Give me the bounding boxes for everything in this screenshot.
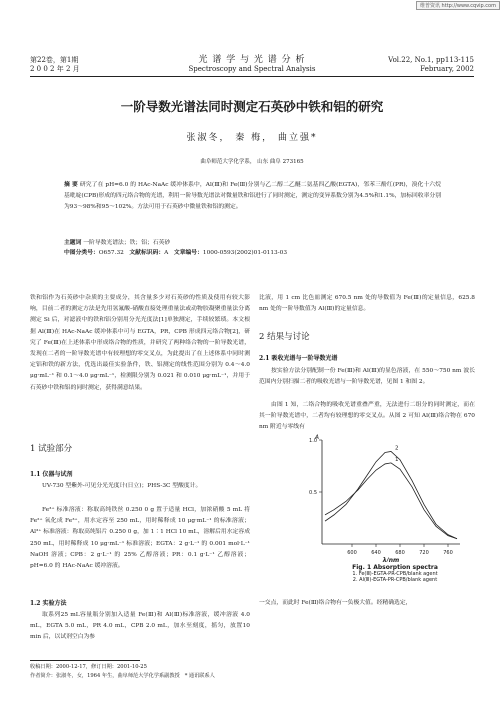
figure-legend-1: 1. Fe(Ⅲ)-EGTA-PR-CPB/blank agent [352, 571, 438, 577]
left-intro: 铁和铝作为石英砂中杂质的主要成分，其含量多少对石英砂的性质及使用有较大影响，目前二者的测定方法是先用氢氟酸-硝酸直接处理重量法或动物胶凝聚重量法分离测定 Si 后，对滤液中的铁和铝分别用分光光度法[1]单独测定，手续较繁琐。本文根据 Al(Ⅲ)在 HAc-NaAc 缓冲体系中可与 EGTA，PR，CPB 形成四元络合物[2]，研究了 Fe(Ⅲ)在上述体系中形成络合物的性质，并研究了两种络合物的一阶导数光谱，发现在二者的一阶导数光谱中有较理想的零交叉点，为此提出了在上述体系中同时测定铝和铁的新方法，优选出最佳实验条件，铁、铝测定的线性范围分别为 0.4～4.0 μg·mL⁻¹ 和 0.1～4.0 μg·mL⁻¹，检测限分别为 0.021 和 0.010 μg·mL⁻¹，并用于石英砂中铁和铝的同时测定，获得满意结果。 [30, 295, 250, 391]
series-label-2: 2 [395, 445, 399, 452]
abstract-label: 摘 要 [64, 182, 78, 188]
series-label-1: 1 [395, 456, 399, 463]
abstract [64, 180, 441, 213]
x-tick-label: 600 [347, 550, 357, 556]
authors: 张淑冬， 秦 梅， 曲立强* [186, 133, 318, 143]
series-line-2 [325, 451, 457, 538]
clc-value: O657.32 [98, 250, 124, 256]
footnote-author [30, 672, 480, 681]
footnote-author-bio: 作者简介：张淑冬，女，1964 年生，曲阜师范大学化学系副教授 [30, 673, 180, 679]
series-line-1 [325, 463, 457, 539]
clc-label: 中图分类号： [64, 250, 99, 256]
art-label: 文章编号： [173, 250, 203, 256]
figure-caption-title: Fig. 1 Absorption spectra [352, 564, 438, 571]
date-en: February, 2002 [420, 65, 474, 73]
footnote-correspondence: * 通讯联系人 [184, 673, 215, 679]
x-tick-label: 720 [419, 550, 429, 556]
abstract-text: 研究了在 pH=6.0 的 HAc-NaAc 缓冲体系中，Al(Ⅲ)和 Fe(Ⅲ)分别与乙二醇二乙醚二氨基四乙酸(EGTA)，邻苯三酚红(PR)，溴化十六烷基吡啶(CPB)形成的四元络合物的光谱，利用一阶导数光谱法对微量铁和铝进行了同时测定，测定的变异系数分别为4.5%和1.1%，加标回收率分别为93～98%和95～102%。方法可用于石英砂中微量铁和铝的测定。 [64, 182, 441, 210]
section2-1-p1: 按实验方法分别配制一份 Fe(Ⅲ)和 Al(Ⅲ)的显色溶液，在 550～750 nm 波长范围内分别扫描二者的吸收光谱与一阶导数光谱，见图 1 和图 2。 [259, 368, 475, 386]
keywords-label: 主题词 [64, 240, 82, 246]
footnote-received: 收稿日期：2000-12-17，修订日期：2001-10-25 [30, 664, 147, 670]
right-continue: 比液，用 1 cm 比色皿测定 670.5 nm 处的导数值为 Fe(Ⅲ)的定量信息，625.8 nm 处的一阶导数值为 Al(Ⅲ)的定量信息。 [259, 295, 475, 313]
paper-title: 一阶导数光谱法同时测定石英砂中铁和铝的研究 [120, 99, 384, 114]
volume-cn: 第22卷，第1期 [30, 56, 79, 64]
x-tick-label: 680 [395, 550, 405, 556]
section1-title: 1 试验部分 [30, 444, 73, 454]
doc-label: 文献标识码： [129, 250, 165, 256]
instruments-text: UV-730 型紫外-可见分光光度计(日立)；PHS-3C 型酸度计。 [42, 483, 202, 489]
volume-en: Vol.22, No.1, pp113-115 [388, 56, 474, 64]
keywords-text: 一阶导数光谱法；铁；铝；石英砂 [83, 240, 171, 246]
figure-legend-2: 2. Al(Ⅲ)-EGTA-PR-CPB/blank agent [352, 577, 438, 583]
method-text: 取系列25 mL容量瓶分别加入适量 Fe(Ⅲ)和 Al(Ⅲ)标准溶液，缓冲溶液 4.0 mL，EGTA 5.0 mL，PR 4.0 mL，CPB 2.0 mL，加水至刻度，摇匀，放置10 min 后，以试剂空白为参 [30, 612, 250, 641]
section2-1-title: 2.1 吸收光谱与一阶导数光谱 [259, 355, 338, 362]
section2-1-p2: 由图 1 知，二络合物的吸收光谱重叠严重，无法进行二组分的同时测定，而在其一阶导数光谱中，二者均有较理想的零交叉点。从图 2 可知 Al(Ⅲ)络合物在 670 nm 附近与零线有 [259, 402, 475, 431]
journal-en: Spectroscopy and Spectral Analysis [188, 65, 316, 73]
watermark: 维普资讯 http://www.cqvip.com [416, 1, 500, 10]
x-tick-label: 760 [443, 550, 453, 556]
reagents-text: Fe³⁺ 标准溶液：称取高纯铁丝 0.250 0 g 置于适量 HCl，加浓硝酸 5 mL 将 Fe²⁺ 氧化成 Fe³⁺，用水定容至 250 mL，用时稀释成 10 μg·mL⁻¹ 的标准溶液；Al³⁺ 标准溶液：称取高纯铝片 0.250 0 g，加 1∶1 HCl 10 mL，溶解后用水定容成 250 mL，用时稀释成 10 μg·mL⁻¹ 标准溶液；EGTA：2 g·L⁻¹ 的 0.001 mol·L⁻¹ NaOH 溶液；CPB：2 g·L⁻¹ 的 25% 乙醇溶液；PR：0.1 g·L⁻¹ 乙醇溶液；pH=6.0 的 HAc-NaAc 缓冲溶液。 [30, 507, 250, 570]
journal-cn: 光 谱 学 与 光 谱 分 析 [198, 55, 306, 65]
doc-value: A [164, 250, 169, 256]
classification-line [64, 248, 441, 258]
date-cn: 2 0 0 2 年 2 月 [30, 65, 80, 73]
x-tick-label: 640 [371, 550, 381, 556]
header-rule [30, 76, 474, 77]
y-axis-label: A [314, 434, 319, 441]
footnote [30, 663, 480, 681]
header-right [388, 56, 474, 74]
chart-plot-area [309, 434, 460, 562]
absorption-spectra-chart [300, 432, 470, 562]
affiliation: 曲阜师范大学化学系， 山东 曲阜 273165 [200, 159, 304, 165]
art-value: 1000-0593(2002)01-0113-03 [202, 250, 288, 256]
footnote-rule [30, 660, 140, 661]
y-tick-label: 1.0 [309, 438, 317, 444]
y-tick-label: 0.5 [309, 490, 317, 496]
section2-title: 2 结果与讨论 [259, 332, 310, 342]
section1-1-title: 1.1 仪器与试剂 [30, 471, 73, 478]
figure-caption [320, 564, 470, 583]
section1-2-title: 1.2 实验方法 [30, 600, 67, 607]
keywords-block [64, 238, 441, 258]
x-axis-label: λ/nm [382, 557, 400, 562]
right-after-figure: 一交点，而此时 Fe(Ⅲ)络合物有一负极大值。经精确选定， [259, 600, 412, 606]
